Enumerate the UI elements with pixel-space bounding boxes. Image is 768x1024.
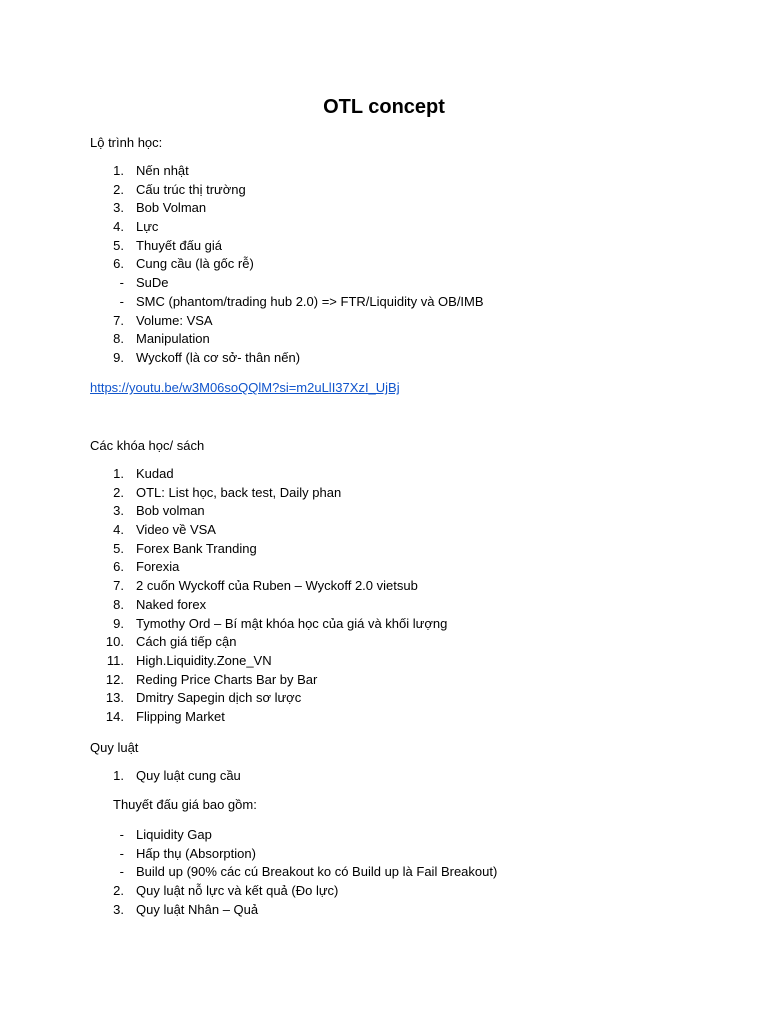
list-item-text: SuDe: [136, 275, 169, 291]
list-marker: 3.: [113, 200, 124, 216]
list-marker: 12.: [105, 671, 124, 687]
list-marker: -: [119, 864, 124, 880]
list-item-text: Flipping Market: [136, 708, 225, 724]
list-item-text: Video về VSA: [136, 522, 216, 538]
list-marker: 11.: [106, 652, 124, 668]
list-item-text: Quy luật cung cầu: [136, 768, 241, 783]
list-item-text: Quy luật Nhân – Quả: [136, 901, 259, 917]
list-marker: -: [119, 827, 124, 842]
section-heading-courses: Các khóa học/ sách: [90, 438, 205, 453]
list-item-text: Cung cầu (là gốc rễ): [136, 256, 254, 272]
list-item-text: Forexia: [136, 559, 180, 575]
list-item-text: Build up (90% các cú Breakout ko có Build up là Fail Breakout): [136, 864, 498, 880]
list-item-text: Volume: VSA: [136, 312, 213, 328]
list-marker: 1.: [113, 163, 124, 178]
list-item-text: Bob volman: [136, 503, 205, 519]
section-heading-rules: Quy luật: [90, 740, 139, 755]
list-marker: 1.: [113, 466, 124, 481]
list-item-text: Quy luật nỗ lực và kết quả (Đo lực): [136, 883, 339, 899]
document-title: OTL concept: [323, 96, 445, 118]
list-item-text: 2 cuốn Wyckoff của Ruben – Wyckoff 2.0 vietsub: [136, 578, 418, 594]
list-item-text: Tymothy Ord – Bí mật khóa học của giá và khối lượng: [136, 615, 448, 631]
list-marker: 2.: [113, 883, 124, 899]
section-heading-learning-path: Lộ trình học:: [90, 135, 163, 150]
list-item-text: Nến nhật: [136, 163, 189, 178]
list-marker: 9.: [113, 349, 124, 365]
list-item-text: High.Liquidity.Zone_VN: [136, 652, 272, 668]
list-marker: -: [119, 293, 124, 309]
list-marker: 9.: [113, 615, 124, 631]
list-item-text: Cấu trúc thị trường: [136, 181, 246, 197]
list-item-text: SMC (phantom/trading hub 2.0) => FTR/Liquidity và OB/IMB: [136, 293, 484, 309]
list-item-text: Manipulation: [136, 331, 210, 347]
list-marker: 10.: [105, 634, 124, 650]
list-item-text: Wyckoff (là cơ sở- thân nến): [136, 349, 301, 365]
list-item-text: Cách giá tiếp cận: [136, 634, 237, 650]
list-item-text: Kudad: [136, 466, 174, 481]
youtube-link[interactable]: https://youtu.be/w3M06soQQlM?si=m2uLlI37XzI_UjBj: [90, 380, 400, 395]
list-item-text: Lực: [136, 219, 159, 235]
list-marker: 1.: [113, 768, 124, 783]
list-marker: 6.: [113, 256, 124, 272]
list-item-text: Forex Bank Tranding: [136, 540, 257, 556]
list-marker: 14.: [105, 708, 124, 724]
list-marker: 7.: [113, 312, 124, 328]
list-marker: 2.: [113, 181, 124, 197]
list-item-text: Dmitry Sapegin dịch sơ lược: [136, 690, 302, 706]
list-marker: 2.: [113, 484, 124, 500]
list-marker: 7.: [113, 578, 124, 594]
list-item-text: Naked forex: [136, 596, 207, 612]
list-item-text: Hấp thụ (Absorption): [136, 845, 256, 861]
list-marker: 4.: [113, 522, 124, 538]
list-marker: 5.: [113, 237, 124, 253]
list-item-text: Bob Volman: [136, 200, 207, 216]
list-marker: 5.: [113, 540, 124, 556]
auction-theory-subheading: Thuyết đấu giá bao gồm:: [113, 797, 257, 812]
list-item-text: Thuyết đấu giá: [136, 237, 223, 253]
list-marker: 3.: [113, 503, 124, 519]
list-marker: -: [119, 845, 124, 861]
list-marker: 6.: [113, 559, 124, 575]
list-item-text: OTL: List học, back test, Daily phan: [136, 484, 342, 500]
list-marker: 3.: [113, 901, 124, 917]
list-marker: -: [119, 275, 124, 291]
list-marker: 13.: [105, 690, 124, 706]
list-marker: 4.: [113, 219, 124, 235]
list-marker: 8.: [113, 331, 124, 347]
list-item-text: Liquidity Gap: [136, 827, 212, 842]
list-item-text: Reding Price Charts Bar by Bar: [136, 671, 318, 687]
list-marker: 8.: [113, 596, 124, 612]
